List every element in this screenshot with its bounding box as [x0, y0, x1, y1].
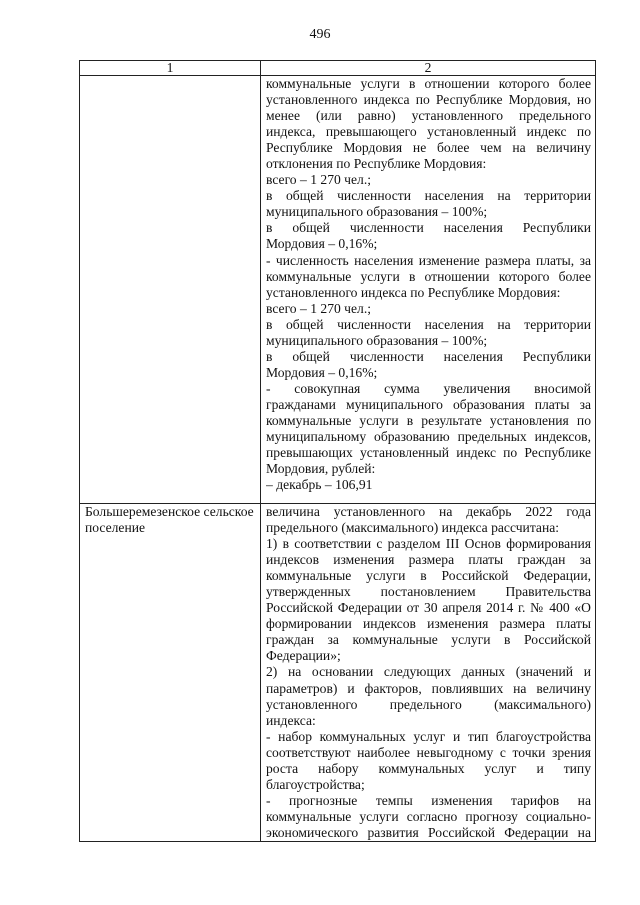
- text-line: в общей численности населения Республики: [266, 348, 591, 364]
- municipality-cell: Большеремезенское сельское поселение: [80, 504, 261, 842]
- text-line: установленного предельного (максимального): [266, 696, 591, 712]
- text-line: - прогнозные темпы изменения тарифов на: [266, 792, 591, 808]
- text-line: Российской Федерации от 30 апреля 2014 г. № 400 «О: [266, 600, 591, 616]
- text-line: коммунальные услуги согласно прогнозу социально-: [266, 808, 591, 824]
- description-text: [266, 504, 591, 841]
- text-line: 2) на основании следующих данных (значений и: [266, 664, 591, 680]
- text-line: установленного индекса по Республике Мордовия:: [266, 284, 561, 300]
- text-line: отклонения по Республике Мордовия:: [266, 156, 487, 172]
- text-line: коммунальные услуги в Российской Федерации,: [266, 568, 591, 584]
- text-line: всего – 1 270 чел.;: [266, 172, 372, 188]
- text-line: Федерации»;: [266, 648, 341, 664]
- text-line: муниципального образования – 100%;: [266, 204, 488, 220]
- text-line: формировании индексов изменения размера платы: [266, 616, 591, 632]
- description-cell: [261, 76, 596, 504]
- text-line: в общей численности населения на территории: [266, 316, 591, 332]
- text-line: 1) в соответствии с разделом III Основ формирования: [266, 536, 591, 552]
- column-header-1: 1: [80, 61, 261, 76]
- column-header-2: 2: [261, 61, 596, 76]
- text-line: муниципальному образованию предельных индексов,: [266, 429, 591, 445]
- text-line: - совокупная сумма увеличения вносимой: [266, 380, 591, 396]
- text-line: индекса:: [266, 712, 316, 728]
- text-line: роста набору коммунальных услуг и типу: [266, 760, 591, 776]
- text-line: менее (или равно) установленного предельного: [266, 108, 591, 124]
- text-line: Мордовия, рублей:: [266, 461, 376, 477]
- text-line: величина установленного на декабрь 2022 года: [266, 504, 591, 519]
- text-line: - численность населения изменение размера платы, за: [266, 252, 591, 268]
- text-line: соответствуют наиболее невыгодному с точки зрения: [266, 744, 591, 760]
- text-line: предельного (максимального) индекса рассчитана:: [266, 520, 560, 536]
- table-header-row: [80, 61, 596, 76]
- text-line: Мордовия – 0,16%;: [266, 364, 378, 380]
- text-line: всего – 1 270 чел.;: [266, 300, 372, 316]
- text-line: Республике Мордовия не более чем на величину: [266, 140, 591, 156]
- text-line: гражданами муниципального образования платы за: [266, 396, 591, 412]
- text-line: муниципального образования – 100%;: [266, 332, 488, 348]
- text-line: граждан за коммунальные услуги в Российской: [266, 632, 591, 648]
- text-line: коммунальные услуги в отношении которого более: [266, 268, 591, 284]
- text-line: в общей численности населения Республики: [266, 220, 591, 236]
- text-line: коммунальные услуги в результате установления по: [266, 412, 591, 428]
- municipality-cell: [80, 76, 261, 504]
- text-line: установленного индекса по Республике Мордовия, но: [266, 92, 591, 108]
- description-text: [266, 76, 591, 493]
- text-line: благоустройства;: [266, 776, 365, 792]
- table-row: [80, 76, 596, 504]
- description-cell: [261, 504, 596, 842]
- text-line: - набор коммунальных услуг и тип благоустройства: [266, 728, 591, 744]
- text-line: утвержденных постановлением Правительства: [266, 584, 591, 600]
- text-line: – декабрь – 106,91: [266, 477, 373, 493]
- text-line: индексов изменения размера платы граждан за: [266, 552, 591, 568]
- text-line: в общей численности населения на территории: [266, 188, 591, 204]
- table-row: [80, 504, 596, 842]
- text-line: Мордовия – 0,16%;: [266, 236, 378, 252]
- text-line: коммунальные услуги в отношении которого более: [266, 76, 591, 91]
- page-number: 496: [309, 27, 331, 42]
- data-table: [79, 60, 596, 842]
- text-line: параметров) и факторов, повлиявших на величину: [266, 680, 591, 696]
- text-line: превышающих установленный индекс по Республике: [266, 445, 591, 461]
- text-line: индекса, превышающего установленный индекс по: [266, 124, 591, 140]
- text-line: экономического развития Российской Федерации на: [266, 824, 591, 840]
